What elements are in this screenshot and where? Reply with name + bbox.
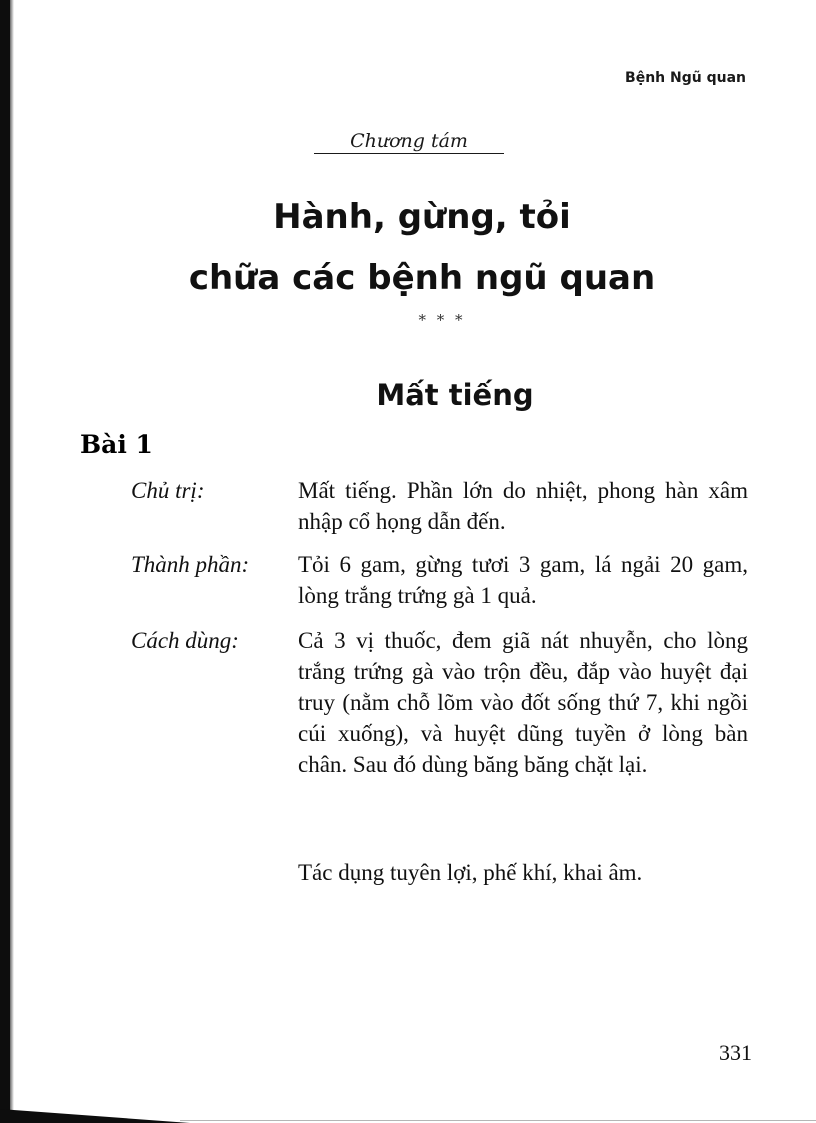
entry-text: Mất tiếng. Phần lớn do nhiệt, phong hàn xâm nhập cổ họng dẫn đến. bbox=[298, 478, 748, 534]
entry-text: Tỏi 6 gam, gừng tươi 3 gam, lá ngải 20 gam, lòng trắng trứng gà 1 quả. bbox=[298, 552, 748, 608]
spine-corner bbox=[0, 1109, 190, 1123]
chapter-ornament: * * * bbox=[418, 311, 466, 329]
entry-label: Cách dùng: bbox=[131, 628, 239, 653]
spine-shadow bbox=[10, 0, 14, 1123]
chapter-title-line-1: Hành, gừng, tỏi bbox=[273, 197, 571, 237]
chapter-label: Chương tám bbox=[314, 130, 504, 154]
entry-text: Cả 3 vị thuốc, đem giã nát nhuyễn, cho lòng trắng trứng gà vào trộn đều, đắp vào huyệt đại truy (nằm chỗ lõm vào đốt sống thứ 7, khi ngồi cúi xuống), và huyệt dũng tuyền ở lòng bàn chân. Sau đó dùng băng băng chặt lại. bbox=[298, 628, 748, 777]
effect-paragraph: Tác dụng tuyên lợi, phế khí, khai âm. bbox=[298, 860, 643, 885]
book-spine bbox=[0, 0, 10, 1123]
running-head: Bệnh Ngũ quan bbox=[625, 70, 746, 86]
section-title: Mất tiếng bbox=[376, 378, 534, 412]
page-bottom-edge bbox=[180, 1120, 816, 1121]
entry-label: Chủ trị: bbox=[131, 478, 205, 503]
lesson-title: Bài 1 bbox=[80, 430, 153, 459]
chapter-title-line-2: chữa các bệnh ngũ quan bbox=[188, 258, 656, 298]
entry-label: Thành phần: bbox=[131, 552, 250, 577]
page-number: 331 bbox=[719, 1040, 752, 1065]
